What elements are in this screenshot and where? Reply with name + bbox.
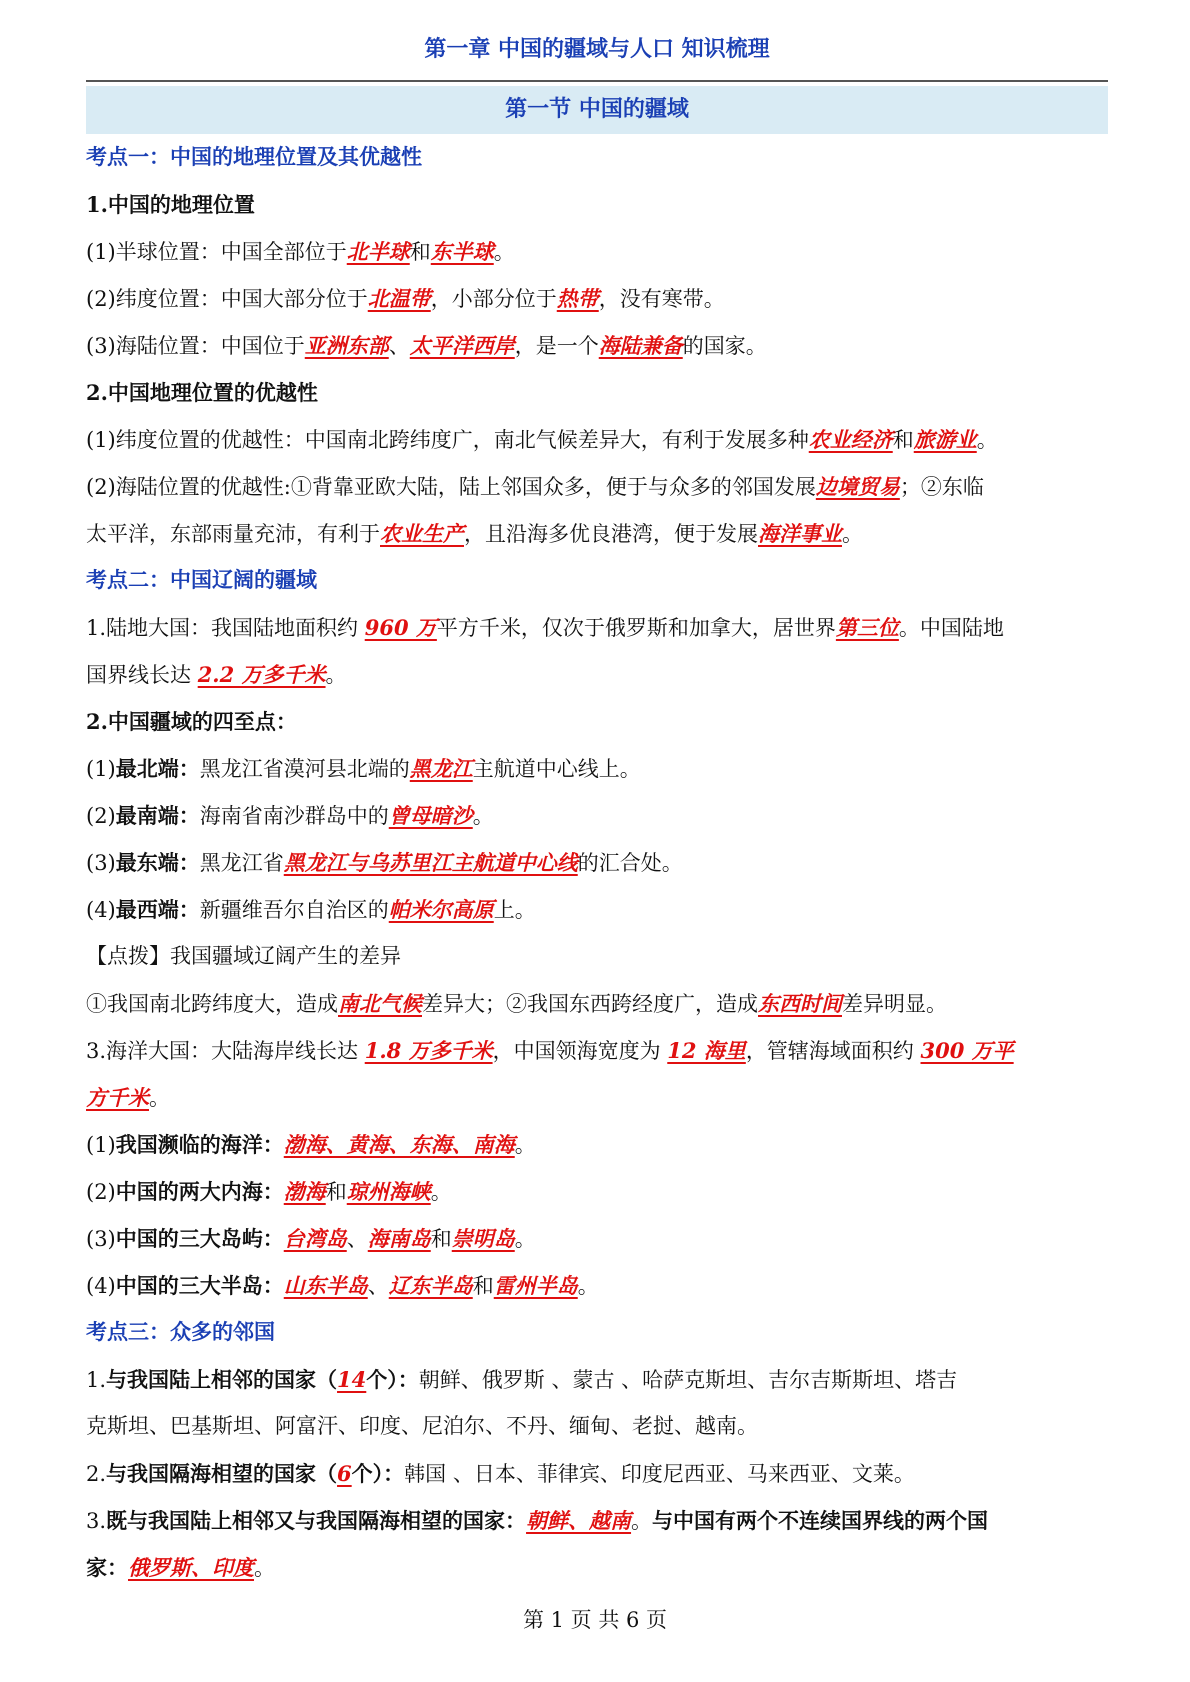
header-rule	[86, 80, 1108, 82]
t3-sub4: (4)中国的三大半岛：山东半岛、辽东半岛和雷州半岛。	[86, 1273, 599, 1298]
n3-line1: 3.既与我国陆上相邻又与我国隔海相望的国家：朝鲜、越南。与中国有两个不连续国界线的两个国	[86, 1508, 989, 1533]
s2-line1: (1)纬度位置的优越性：中国南北跨纬度广，南北气候差异大，有利于发展多种农业经济和旅游业。	[86, 427, 998, 452]
tip-line: ①我国南北跨纬度大，造成南北气候差异大；②我国东西跨经度广，造成东西时间差异明显。	[86, 991, 947, 1016]
t3-line1: 3.海洋大国：大陆海岸线长达 1.8 万多千米，中国领海宽度为 12 海里，管辖海域面积约 300 万平	[86, 1038, 1014, 1063]
kp3-heading: 考点三：众多的邻国	[86, 1320, 275, 1344]
s2-line2b: 太平洋，东部雨量充沛，有利于农业生产，且沿海多优良港湾，便于发展海洋事业。	[86, 521, 863, 546]
s2-line2: (2)海陆位置的优越性:①背靠亚欧大陆，陆上邻国众多，便于与众多的邻国发展边境贸易；②东临	[86, 474, 984, 499]
document-page	[86, 0, 1108, 1591]
t3-sub1: (1)我国濒临的海洋：渤海、黄海、东海、南海。	[86, 1132, 536, 1157]
s1-line3: (3)海陆位置：中国位于亚洲东部、太平洋西岸，是一个海陆兼备的国家。	[86, 333, 767, 358]
page-footer: 第 1 页 共 6 页	[522, 1608, 668, 1632]
t1-line2: 国界线长达 2.2 万多千米。	[86, 662, 347, 687]
t2-line3: (3)最东端：黑龙江省黑龙江与乌苏里江主航道中心线的汇合处。	[86, 850, 683, 875]
t2-line1: (1)最北端：黑龙江省漠河县北端的黑龙江主航道中心线上。	[86, 756, 641, 781]
section-title: 第一节 中国的疆域	[86, 86, 1108, 134]
s1-title: 1.中国的地理位置	[86, 192, 255, 217]
n1-line1: 1.与我国陆上相邻的国家（14个）：朝鲜、俄罗斯 、蒙古 、哈萨克斯坦、吉尔吉斯斯坦、塔吉	[86, 1367, 958, 1392]
s1-line1: (1)半球位置：中国全部位于北半球和东半球。	[86, 239, 515, 264]
t2-line2: (2)最南端：海南省南沙群岛中的曾母暗沙。	[86, 803, 494, 828]
n2-line: 2.与我国隔海相望的国家（6个）：韩国 、日本、菲律宾、印度尼西亚、马来西亚、文莱。	[86, 1461, 915, 1486]
s2-title: 2.中国地理位置的优越性	[86, 380, 318, 405]
t1-line1: 1.陆地大国：我国陆地面积约 960 万平方千米，仅次于俄罗斯和加拿大，居世界第三位。中国陆地	[86, 615, 1004, 640]
kp1-heading: 考点一：中国的地理位置及其优越性	[86, 145, 422, 169]
t3-line2: 方千米。	[86, 1085, 170, 1110]
t3-sub2: (2)中国的两大内海：渤海和琼州海峡。	[86, 1179, 452, 1204]
s1-line2: (2)纬度位置：中国大部分位于北温带，小部分位于热带，没有寒带。	[86, 286, 725, 311]
kp2-heading: 考点二：中国辽阔的疆域	[86, 568, 317, 592]
t2-line4: (4)最西端：新疆维吾尔自治区的帕米尔高原上。	[86, 897, 536, 922]
n3-line2: 家：俄罗斯、印度。	[86, 1555, 275, 1580]
t2-title: 2.中国疆域的四至点：	[86, 709, 297, 734]
t3-sub3: (3)中国的三大岛屿：台湾岛、海南岛和崇明岛。	[86, 1226, 536, 1251]
n1-line2: 克斯坦、巴基斯坦、阿富汗、印度、尼泊尔、不丹、缅甸、老挝、越南。	[86, 1414, 758, 1438]
chapter-title: 第一章 中国的疆域与人口 知识梳理	[424, 37, 770, 62]
tip-heading: 【点拨】我国疆域辽阔产生的差异	[86, 944, 401, 968]
